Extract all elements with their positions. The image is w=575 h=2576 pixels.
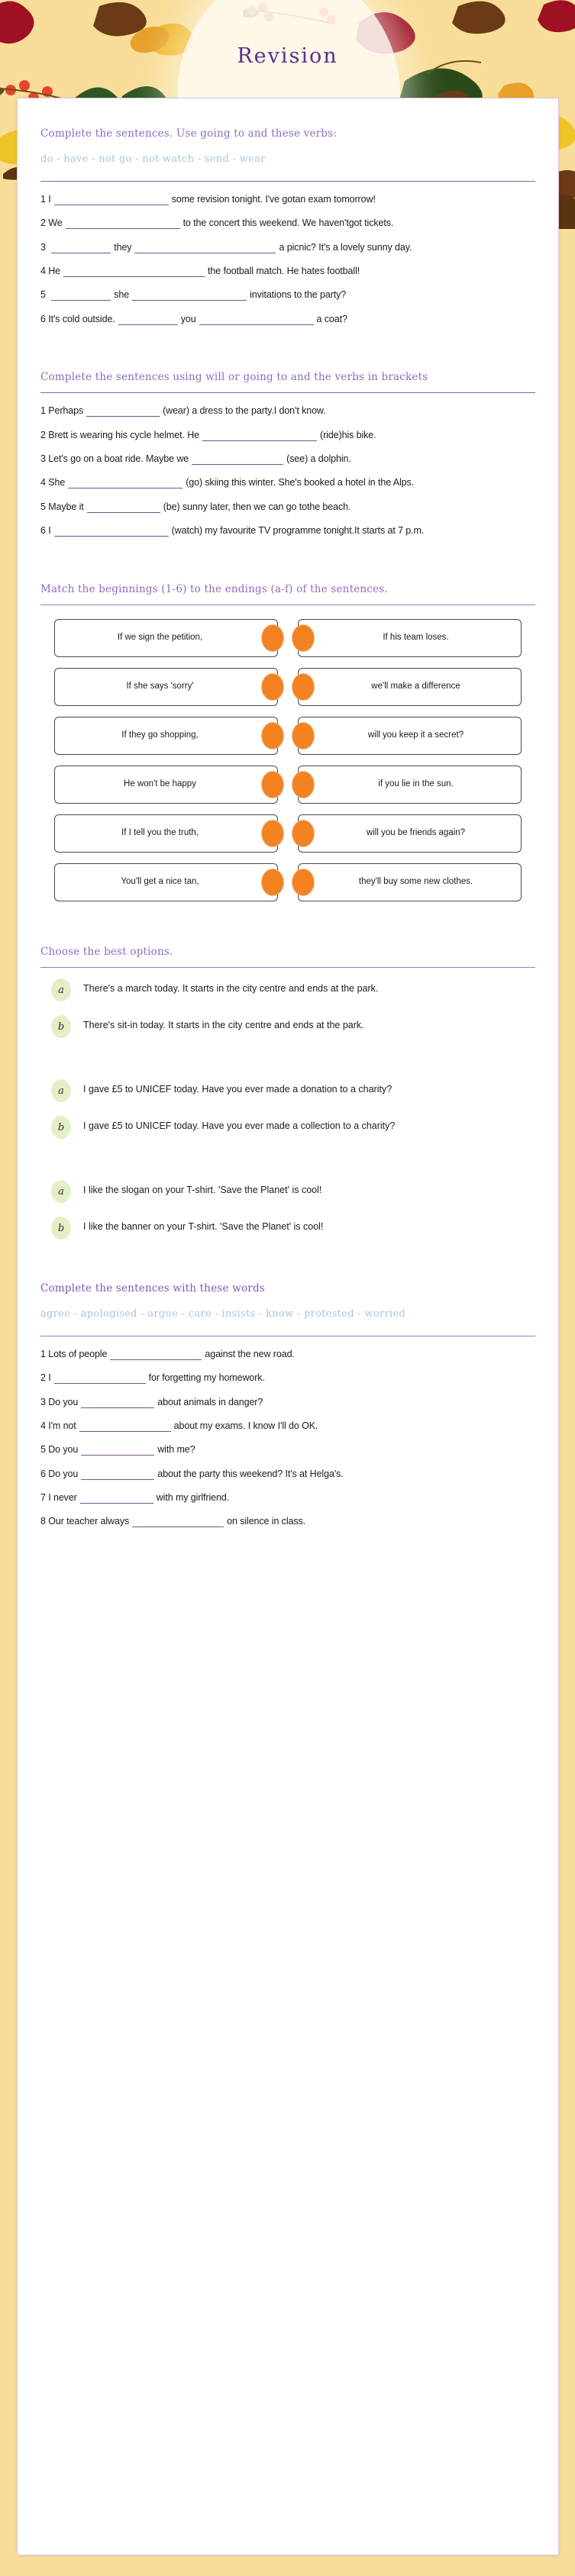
option-text: I gave £5 to UNICEF today. Have you ever made a donation to a charity? [83,1084,392,1095]
question-text-a: It's cold outside. [48,313,115,324]
match-ending-cell[interactable] [298,668,522,706]
match-ending-cell[interactable] [298,814,522,853]
match-ending-cell[interactable] [298,619,522,657]
question-number: 1 [40,1348,46,1359]
option-text: I like the slogan on your T-shirt. 'Save the Planet' is cool! [83,1185,322,1195]
answer-blank[interactable] [81,1470,154,1480]
match-beginning-cell[interactable] [54,766,278,804]
question-text-a: I [48,525,51,537]
divider [40,181,535,182]
match-ending-label: if you lie in the sun. [298,766,522,804]
match-grid [40,619,535,901]
question-text-b: you [180,313,196,324]
answer-blank[interactable] [192,456,283,466]
option-letter-badge: a [51,1079,71,1102]
question-text-b: (watch) my favourite TV programme tonight.It starts at 7 p.m. [171,525,425,537]
question-text-a: I [48,1372,51,1384]
connector-dot-icon[interactable] [292,869,315,896]
question-text-b: (go) skiing this winter. She's booked a hotel in the Alps. [186,477,415,488]
question-text-c: a coat? [316,313,347,324]
option-letter-badge: a [51,1180,71,1203]
question-number: 7 [40,1492,46,1503]
answer-blank[interactable] [66,220,180,230]
exercise-prompt: Complete the sentences with these words [40,1282,265,1294]
question-number: 6 [40,313,46,324]
question-text-b: (be) sunny later, then we can go tothe beach. [163,501,351,512]
question-text-b: for forgetting my homework. [148,1372,265,1384]
match-beginning-label: If they go shopping, [54,717,278,755]
question-item[interactable] [40,1395,535,1410]
question-number: 5 [40,501,46,512]
question-text-a: Do you [48,1468,79,1479]
question-item[interactable] [40,240,535,255]
question-item[interactable] [40,192,535,207]
word-bank: agree - apologised - argue - care - insists - know - protested - worried [40,1308,406,1320]
exercise-prompt: Match the beginnings (1-6) to the endings (a-f) of the sentences. [40,582,388,595]
option-group [40,978,535,1038]
match-beginning-cell[interactable] [54,668,278,706]
question-item[interactable] [40,1371,535,1385]
question-number: 3 [40,1396,46,1407]
connector-dot-icon[interactable] [261,820,284,847]
match-beginning-label: If she says 'sorry' [54,668,278,706]
question-text-b: (wear) a dress to the party.I don't know. [163,405,326,417]
answer-blank[interactable] [132,292,247,301]
question-text-b: on silence in class. [227,1516,306,1527]
answer-blank[interactable] [81,1446,154,1456]
match-ending-cell[interactable] [298,717,522,755]
question-text-b: a picnic? It's a lovely sunny day. [279,241,412,253]
option-text: I gave £5 to UNICEF today. Have you ever made a collection to a charity? [83,1120,396,1131]
question-item[interactable] [40,1514,535,1529]
question-number: 2 [40,218,46,229]
question-item[interactable] [40,500,535,514]
question-text-a: they [114,241,132,253]
answer-blank[interactable] [134,243,276,253]
question-number: 8 [40,1516,46,1527]
answer-blank[interactable] [54,527,169,537]
question-number: 1 [40,405,46,417]
question-list [40,1347,535,1530]
question-number: 3 [40,241,46,253]
match-ending-label: If his team loses. [298,619,522,657]
question-text-a: Let's go on a boat ride. Maybe we [48,453,189,464]
option-group [40,1079,535,1139]
answer-blank[interactable] [202,431,317,441]
match-ending-label: they'll buy some new clothes. [298,863,522,901]
question-text-b: about my exams. I know I'll do OK. [173,1420,318,1431]
connector-dot-icon[interactable] [292,624,315,652]
question-text-b: the football match. He hates football! [208,265,360,276]
question-text-a: Do you [48,1396,79,1407]
question-text-a: He [48,265,61,276]
exercise-going-to [40,126,535,327]
connector-dot-icon[interactable] [292,820,315,847]
exercise-prompt: Complete the sentences using will or going to and the verbs in brackets [40,371,428,383]
answer-blank[interactable] [63,267,205,277]
question-list [40,192,535,327]
page-title: Revision [237,44,338,68]
option-row[interactable] [51,1217,525,1240]
question-number: 2 [40,429,46,440]
question-text-b: against the new road. [205,1348,295,1359]
question-number: 3 [40,453,46,464]
divider [40,967,535,968]
worksheet-card [17,98,559,2555]
match-ending-label: will you be friends again? [298,814,522,853]
question-item[interactable] [40,1467,535,1481]
question-item[interactable] [40,1419,535,1433]
question-item[interactable] [40,216,535,231]
answer-blank[interactable] [87,503,160,513]
exercise-complete-with-words [40,1281,535,1530]
answer-blank[interactable] [80,1494,153,1504]
answer-blank[interactable] [79,1422,171,1432]
question-item[interactable] [40,524,535,538]
divider [40,392,535,393]
question-text-b: with me? [157,1444,195,1456]
exercise-choose-options [40,944,535,1240]
answer-blank[interactable] [51,243,111,253]
question-text-b: invitations to the party? [250,289,347,301]
question-number: 4 [40,1420,46,1431]
question-text-a: I never [48,1492,77,1503]
question-list [40,404,535,538]
answer-blank[interactable] [132,1518,224,1528]
question-text-a: Our teacher always [48,1516,130,1527]
match-ending-label: we'll make a difference [298,668,522,706]
match-beginning-label: He won't be happy [54,766,278,804]
exercise-prompt: Choose the best options. [40,945,173,958]
match-beginning-label: If we sign the petition, [54,619,278,657]
question-text-a: She [48,477,66,488]
option-row[interactable] [51,1079,525,1102]
match-beginning-cell[interactable] [54,717,278,755]
question-number: 4 [40,265,46,276]
question-number: 6 [40,525,46,537]
word-bank: do - have - not go - not watch - send - wear [40,153,266,166]
question-text-a: Do you [48,1444,79,1456]
question-text-a: Perhaps [48,405,84,417]
question-item[interactable] [40,1491,535,1505]
question-text-b: about the party this weekend? It's at Helga's. [157,1468,344,1479]
answer-blank[interactable] [81,1398,154,1408]
connector-dot-icon[interactable] [261,722,284,750]
question-number: 5 [40,289,46,301]
connector-dot-icon[interactable] [292,722,315,750]
match-beginning-cell[interactable] [54,814,278,853]
question-item[interactable] [40,1443,535,1457]
answer-blank[interactable] [54,1375,146,1385]
question-item[interactable] [40,288,535,302]
exercise-will-going-to [40,369,535,539]
option-letter-badge: a [51,978,71,1001]
question-text-b: with my girlfriend. [156,1492,230,1503]
question-text-a: I [48,193,51,205]
connector-dot-icon[interactable] [261,771,284,798]
option-letter-badge: b [51,1116,71,1139]
option-text: There's sit-in today. It starts in the city centre and ends at the park. [83,1020,364,1030]
match-beginning-cell[interactable] [54,619,278,657]
answer-blank[interactable] [110,1350,202,1360]
question-text-a: We [48,218,63,229]
answer-blank[interactable] [68,479,183,489]
question-number: 1 [40,193,46,205]
question-item[interactable] [40,312,535,327]
question-text-b: (ride)his bike. [320,429,376,440]
question-number: 2 [40,1372,46,1384]
match-beginning-label: You'll get a nice tan, [54,863,278,901]
answer-blank[interactable] [118,315,178,325]
option-letter-badge: b [51,1217,71,1240]
option-row[interactable] [51,978,525,1001]
match-ending-cell[interactable] [298,766,522,804]
question-number: 6 [40,1468,46,1479]
connector-dot-icon[interactable] [261,673,284,701]
question-item[interactable] [40,1347,535,1362]
answer-blank[interactable] [86,408,160,418]
option-row[interactable] [51,1116,525,1139]
exercise-matching [40,582,535,901]
option-letter-badge: b [51,1015,71,1038]
question-item[interactable] [40,452,535,466]
match-beginning-label: If I tell you the truth, [54,814,278,853]
answer-blank[interactable] [199,315,314,325]
question-text-a: Lots of people [48,1348,108,1359]
option-row[interactable] [51,1180,525,1203]
exercise-prompt: Complete the sentences. Use going to and these verbs: [40,127,338,140]
question-text-a: she [114,289,130,301]
answer-blank[interactable] [54,195,169,205]
connector-dot-icon[interactable] [292,771,315,798]
question-number: 4 [40,477,46,488]
question-item[interactable] [40,404,535,418]
question-text-a: Maybe it [48,501,84,512]
question-text-a: I'm not [48,1420,76,1431]
question-item[interactable] [40,476,535,490]
question-text-b: to the concert this weekend. We haven'tgot tickets. [183,218,394,229]
match-beginning-cell[interactable] [54,863,278,901]
question-text-b: about animals in danger? [157,1396,263,1407]
match-ending-label: will you keep it a secret? [298,717,522,755]
connector-dot-icon[interactable] [261,869,284,896]
option-text: I like the banner on your T-shirt. 'Save the Planet' is cool! [83,1221,324,1232]
question-item[interactable] [40,264,535,279]
question-text-b: (see) a dolphin. [286,453,351,464]
option-text: There's a march today. It starts in the city centre and ends at the park. [83,983,379,994]
question-text-b: some revision tonight. I've gotan exam tomorrow! [171,193,376,205]
connector-dot-icon[interactable] [292,673,315,701]
question-text-a: Brett is wearing his cycle helmet. He [48,429,199,440]
option-row[interactable] [51,1015,525,1038]
question-number: 5 [40,1444,46,1456]
question-item[interactable] [40,428,535,443]
match-ending-cell[interactable] [298,863,522,901]
connector-dot-icon[interactable] [261,624,284,652]
option-group [40,1180,535,1240]
answer-blank[interactable] [51,292,111,301]
